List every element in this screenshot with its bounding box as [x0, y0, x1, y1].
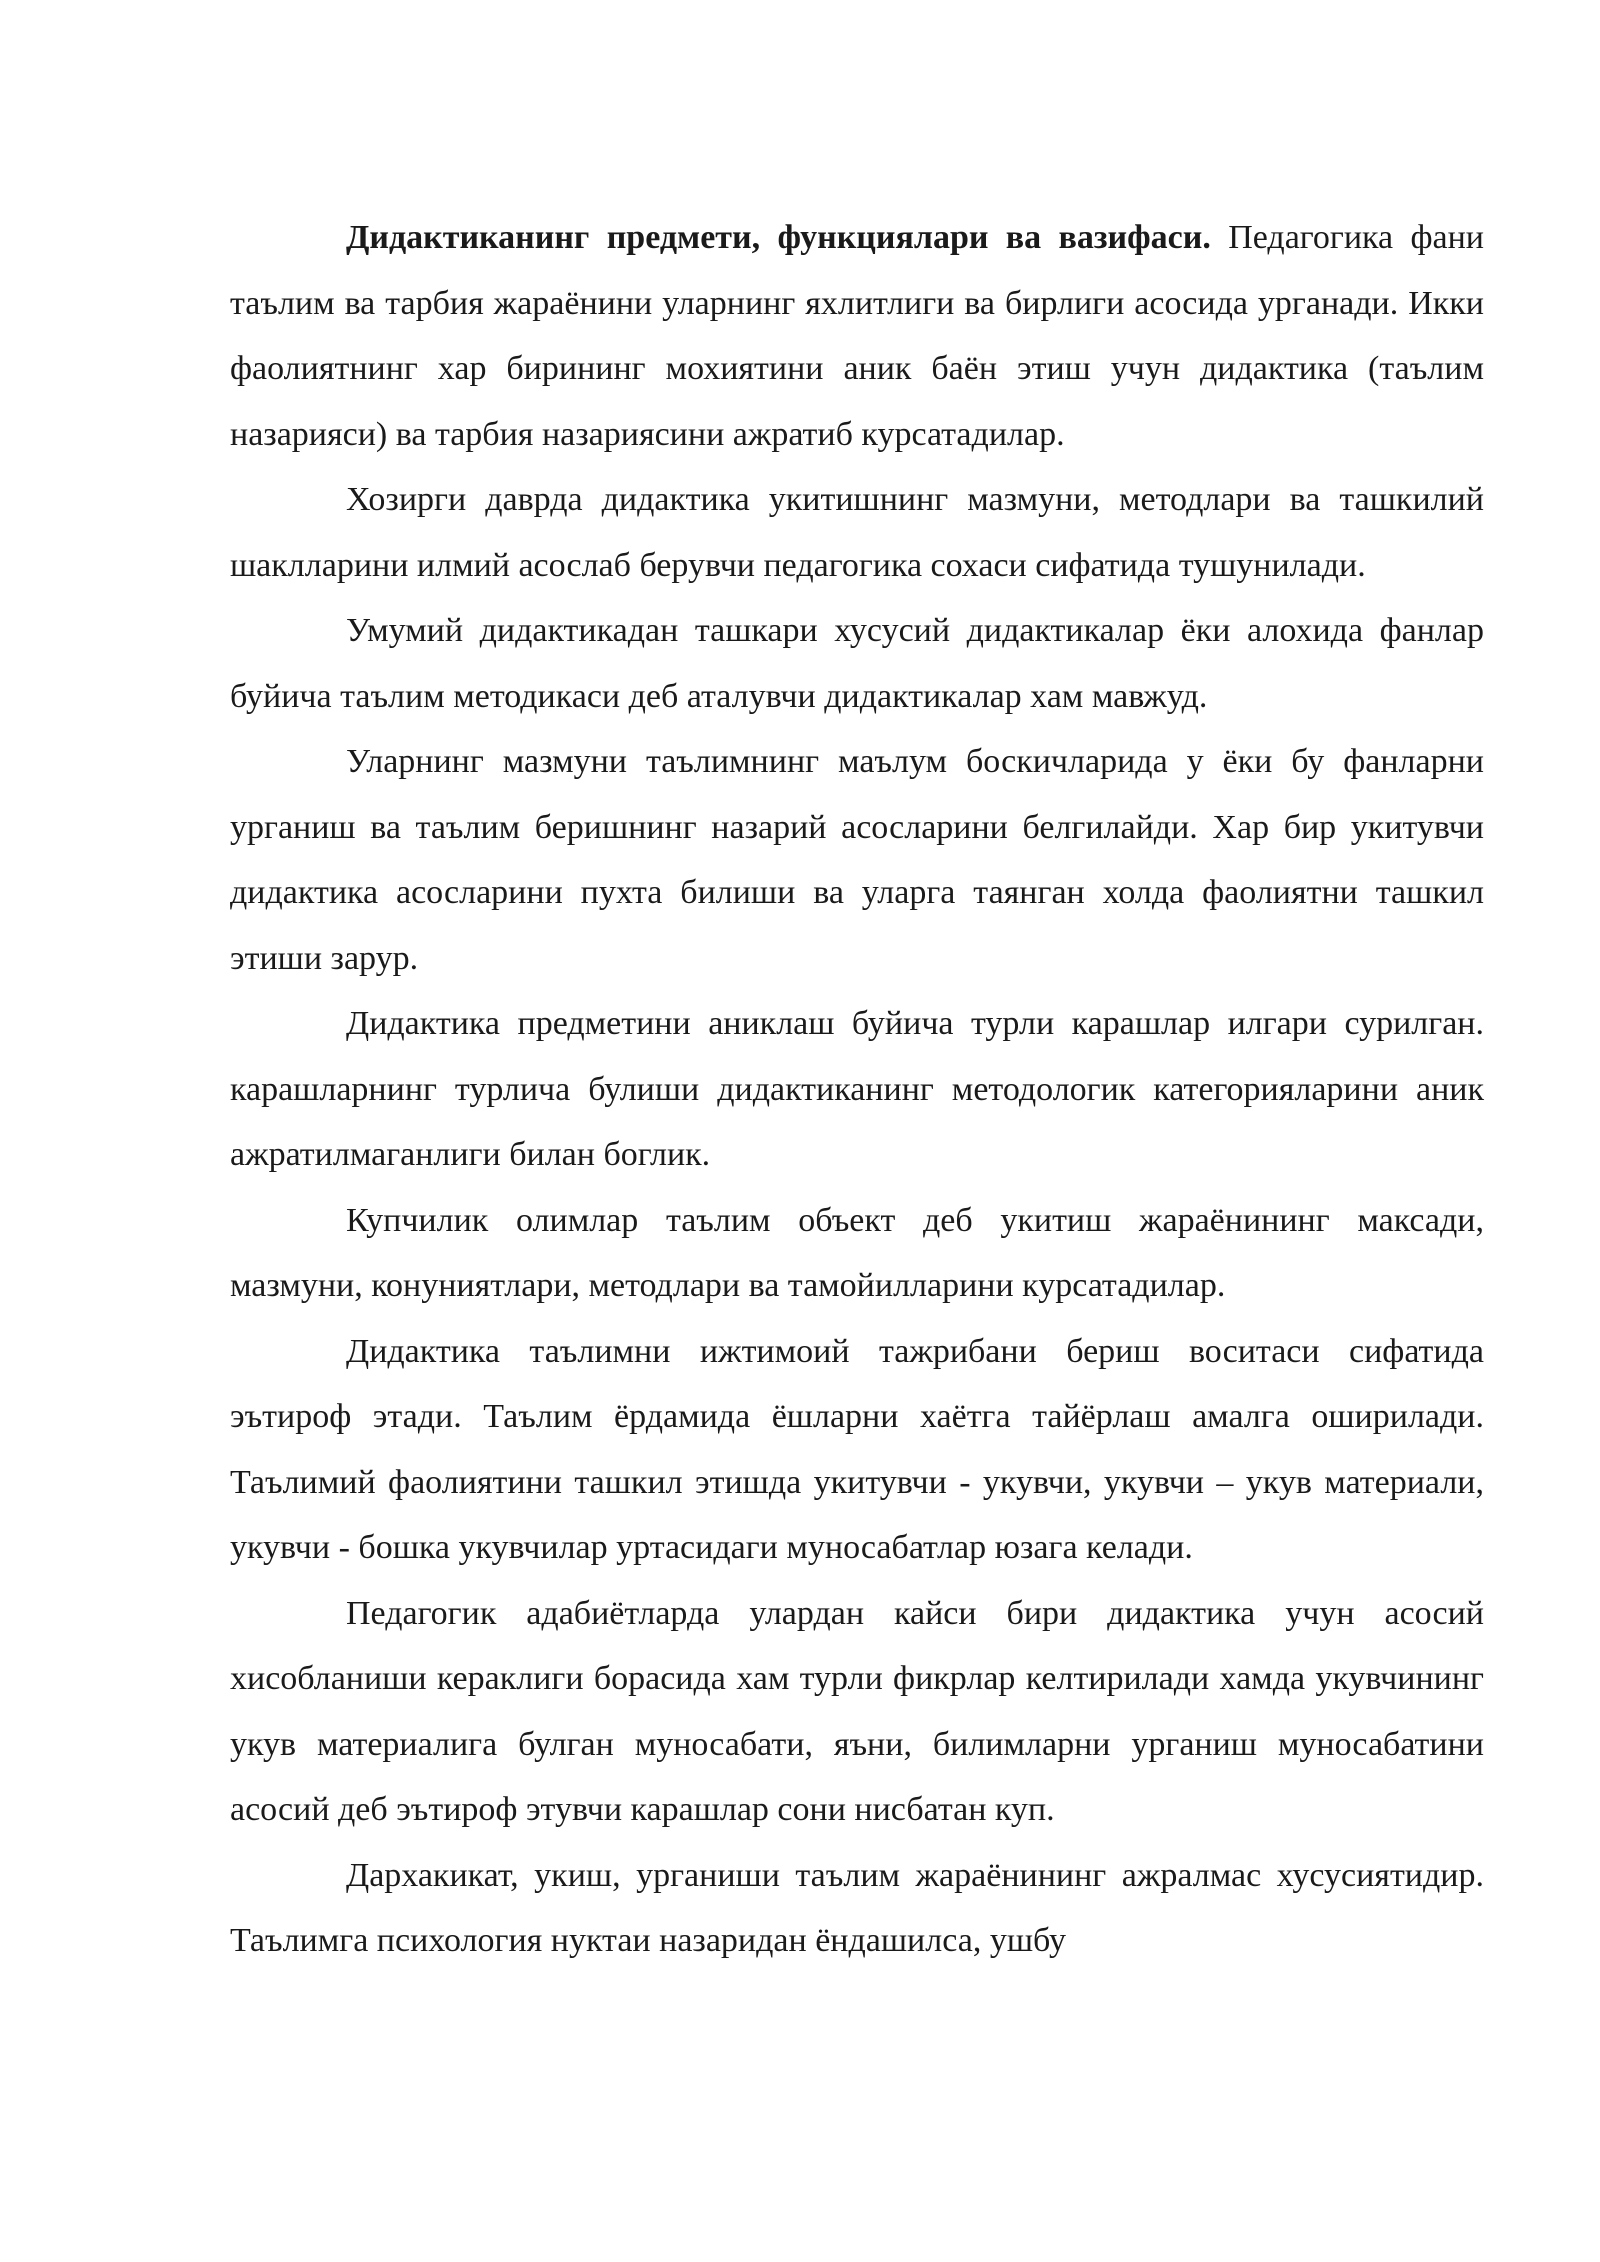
paragraph: Уларнинг мазмуни таълимнинг маълум боскичларида у ёки бу фанларни урганиш ва таълим беришнинг назарий асосларини белгилайди. Хар бир укитувчи дидактика асосларини пухта билиши ва уларга таянган холда фаолиятни ташкил этиши зарур. [230, 743, 1484, 977]
paragraph: Купчилик олимлар таълим объект деб укитиш жараёнининг максади, мазмуни, конуниятлари, методлари ва тамойилларини курсатадилар. [230, 1201, 1484, 1304]
paragraph-intro [230, 205, 1484, 467]
paragraph: Дидактика таълимни ижтимоий тажрибани бериш воситаси сифатида эътироф этади. Таълим ёрдамида ёшларни хаётга тайёрлаш амалга оширилади. Таълимий фаолиятини ташкил этишда укитувчи - укувчи, укувчи – укув материали, укувчи - бошка укувчилар уртасидаги муносабатлар юзага келади. [230, 1332, 1484, 1566]
paragraph: Умумий дидактикадан ташкари хусусий дидактикалар ёки алохида фанлар буйича таълим методикаси деб аталувчи дидактикалар хам мавжуд. [230, 612, 1484, 715]
paragraph: Педагогик адабиётларда улардан кайси бири дидактика учун асосий хисобланиши кераклиги борасида хам турли фикрлар келтирилади хамда укувчининг укув материалига булган муносабати, яъни, билимларни урганиш муносабатини асосий деб эътироф этувчи карашлар сони нисбатан куп. [230, 1594, 1484, 1828]
paragraph: Хозирги даврда дидактика укитишнинг мазмуни, методлари ва ташкилий шаклларини илмий асослаб берувчи педагогика сохаси сифатида тушунилади. [230, 481, 1484, 584]
paragraph-text: Педагогика фани таълим ва тарбия жараёнини уларнинг яхлитлиги ва бирлиги асосида урганади. Икки фаолиятнинг хар бирининг мохиятини аник баён этиш учун дидактика (таълим назарияси) ва тарбия назариясини ажратиб курсатадилар. [230, 219, 1484, 453]
paragraph: Дархакикат, укиш, урганиши таълим жараёнининг ажралмас хусусиятидир. Таълимга психология нуктаи назаридан ёндашилса, ушбу [230, 1856, 1484, 1959]
paragraph: Дидактика предметини аниклаш буйича турли карашлар илгари сурилган. карашларнинг турлича булиши дидактиканинг методологик категорияларини аник ажратилмаганлиги билан боглик. [230, 1005, 1484, 1173]
document-page [230, 205, 1484, 1974]
section-heading: Дидактиканинг предмети, функциялари ва вазифаси. [346, 219, 1211, 256]
